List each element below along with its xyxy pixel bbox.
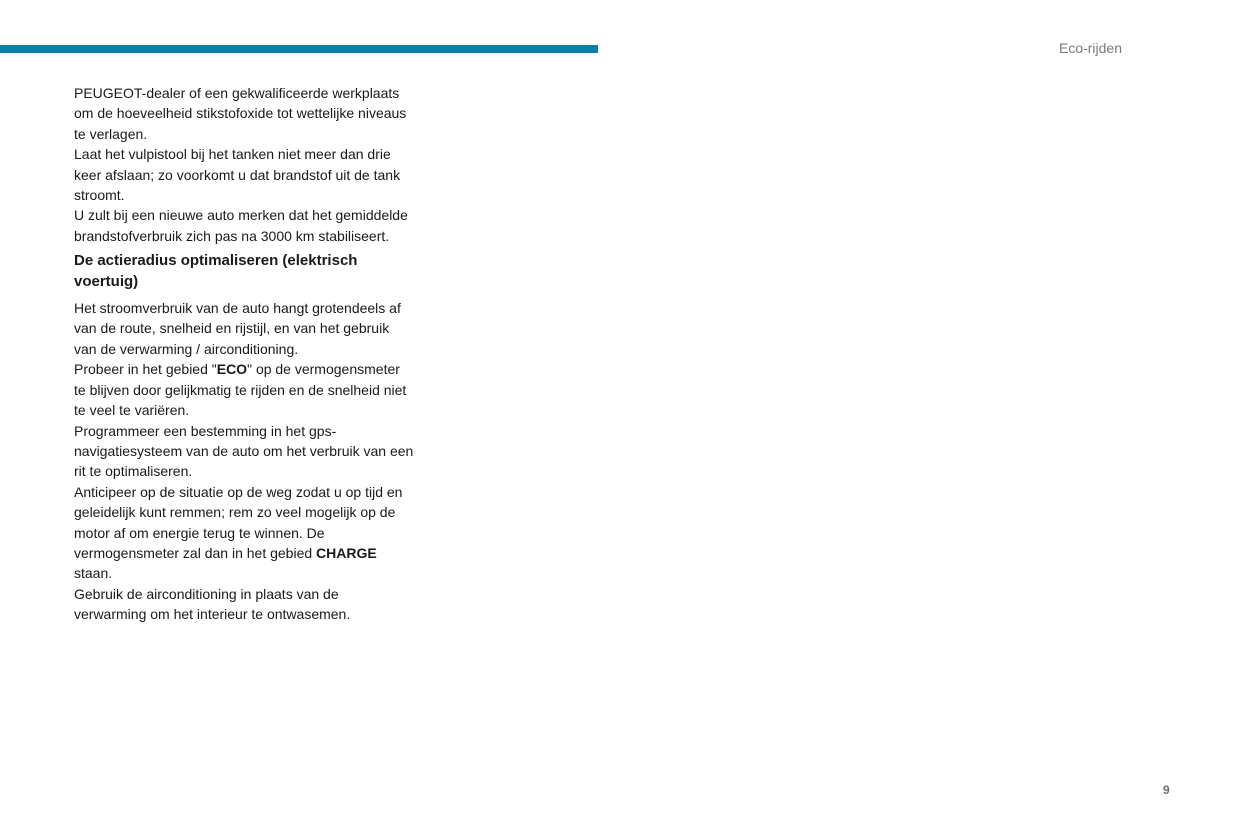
paragraph-power-consumption: Het stroomverbruik van de auto hangt grotendeels af van de route, snelheid en rijstijl, en van het gebruik van de verwarming / airconditioning. xyxy=(74,300,401,357)
paragraph-gps-destination: Programmeer een bestemming in het gps-navigatiesysteem van de auto om het verbruik van een rit te optimaliseren. xyxy=(74,422,414,480)
paragraph-regenerative-braking xyxy=(74,482,414,584)
eco-text-before: Probeer in het gebied " xyxy=(74,361,217,378)
charge-text-before: Anticipeer op de situatie op de weg zodat u op tijd en geleidelijk kunt remmen; rem zo veel mogelijk op de motor af om energie terug te winnen. De vermogensmeter zal dan in het gebied xyxy=(74,483,403,561)
section-title: Eco-rijden xyxy=(1058,40,1122,56)
paragraph-new-car-consumption: U zult bij een nieuwe auto merken dat het gemiddelde brandstofverbruik zich pas na 3000 km stabiliseert. xyxy=(74,207,408,244)
paragraph-fuel-nozzle: Laat het vulpistool bij het tanken niet meer dan drie keer afslaan; zo voorkomt u dat brandstof uit de tank stroomt. xyxy=(74,146,401,204)
heading-range-optimization: De actieradius optimaliseren (elektrisch voertuig) xyxy=(74,252,358,290)
paragraph-dealer: PEUGEOT-dealer of een gekwalificeerde werkplaats om de hoeveelheid stikstofoxide tot wettelijke niveaus te verlagen. xyxy=(74,85,407,142)
paragraph-aircon-demist: Gebruik de airconditioning in plaats van de verwarming om het interieur te ontwasemen. xyxy=(74,585,351,623)
eco-label: ECO xyxy=(216,361,248,378)
paragraph-eco-zone xyxy=(74,359,414,420)
page-number: 9 xyxy=(1163,783,1170,797)
charge-label: CHARGE xyxy=(316,544,377,561)
header-accent-bar xyxy=(0,45,598,53)
eco-text-after: " op de vermogensmeter te blijven door gelijkmatig te rijden en de snelheid niet te veel te variëren. xyxy=(74,361,407,419)
charge-text-after: staan. xyxy=(74,565,113,582)
body-text-column xyxy=(74,83,414,625)
